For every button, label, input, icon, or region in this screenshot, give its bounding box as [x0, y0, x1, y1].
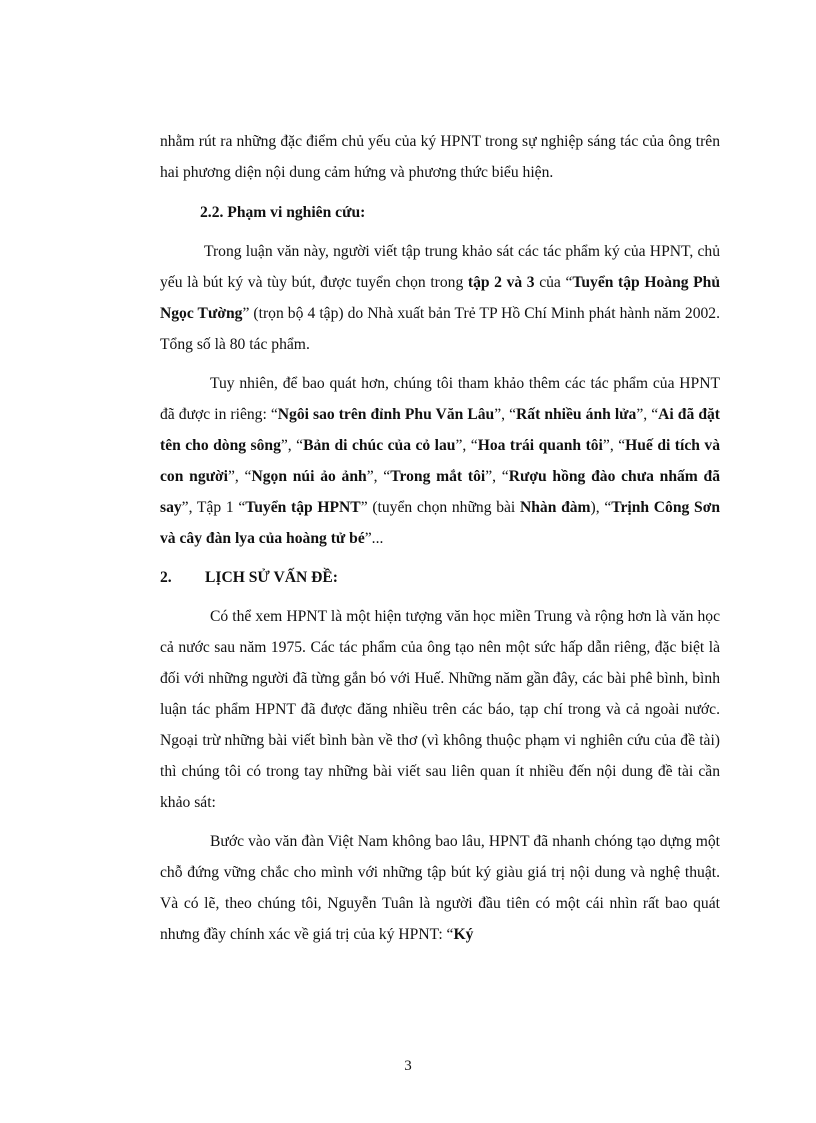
section-heading-2 [160, 562, 720, 593]
paragraph-nguyen-tuan: Bước vào văn đàn Việt Nam không bao lâu, HPNT đã nhanh chóng tạo dựng một chỗ đứng vững chắc cho mình với những tập bút ký giàu giá trị nội dung và nghệ thuật. Và có lẽ, theo chúng tôi, Nguyễn Tuân là người đầu tiên có một cái nhìn rất bao quát nhưng đầy chính xác về giá trị của ký HPNT: “Ký [160, 833, 720, 943]
section-title: LỊCH SỬ VẤN ĐỀ: [205, 569, 338, 586]
paragraph-intro: nhằm rút ra những đặc điểm chủ yếu của ký HPNT trong sự nghiệp sáng tác của ông trên hai phương diện nội dung cảm hứng và phương thức biểu hiện. [160, 133, 720, 181]
section-heading-2-2: 2.2. Phạm vi nghiên cứu: [200, 204, 366, 221]
paragraph-history: Có thể xem HPNT là một hiện tượng văn học miền Trung và rộng hơn là văn học cả nước sau năm 1975. Các tác phẩm của ông tạo nên một sức hấp dẫn riêng, đặc biệt là đối với những người đã từng gắn bó với Huế. Những năm gần đây, các bài phê bình, bình luận tác phẩm HPNT đã được đăng nhiều trên các báo, tạp chí trong và cả ngoài nước. Ngoại trừ những bài viết bình bàn về thơ (vì không thuộc phạm vi nghiên cứu của đề tài) thì chúng tôi có trong tay những bài viết sau liên quan ít nhiều đến nội dung đề tài cần khảo sát: [160, 608, 720, 811]
document-body [160, 126, 720, 950]
page-number: 3 [404, 1058, 412, 1074]
section-number: 2. [160, 569, 172, 586]
paragraph-scope: Trong luận văn này, người viết tập trung khảo sát các tác phẩm ký của HPNT, chủ yếu là bút ký và tùy bút, được tuyển chọn trong tập 2 và 3 của “Tuyển tập Hoàng Phủ Ngọc Tường” (trọn bộ 4 tập) do Nhà xuất bản Trẻ TP Hồ Chí Minh phát hành năm 2002. Tổng số là 80 tác phẩm. [160, 243, 721, 353]
paragraph-referenced-works: Tuy nhiên, để bao quát hơn, chúng tôi tham khảo thêm các tác phẩm của HPNT đã được in riêng: “Ngôi sao trên đỉnh Phu Văn Lâu”, “Rất nhiều ánh lửa”, “Ai đã đặt tên cho dòng sông”, “Bản di chúc của cỏ lau”, “Hoa trái quanh tôi”, “Huế di tích và con người”, “Ngọn núi ảo ảnh”, “Trong mắt tôi”, “Rượu hồng đào chưa nhấm đã say”, Tập 1 “Tuyển tập HPNT” (tuyển chọn những bài Nhàn đàm), “Trịnh Công Sơn và cây đàn lya của hoàng tử bé”... [160, 375, 721, 547]
